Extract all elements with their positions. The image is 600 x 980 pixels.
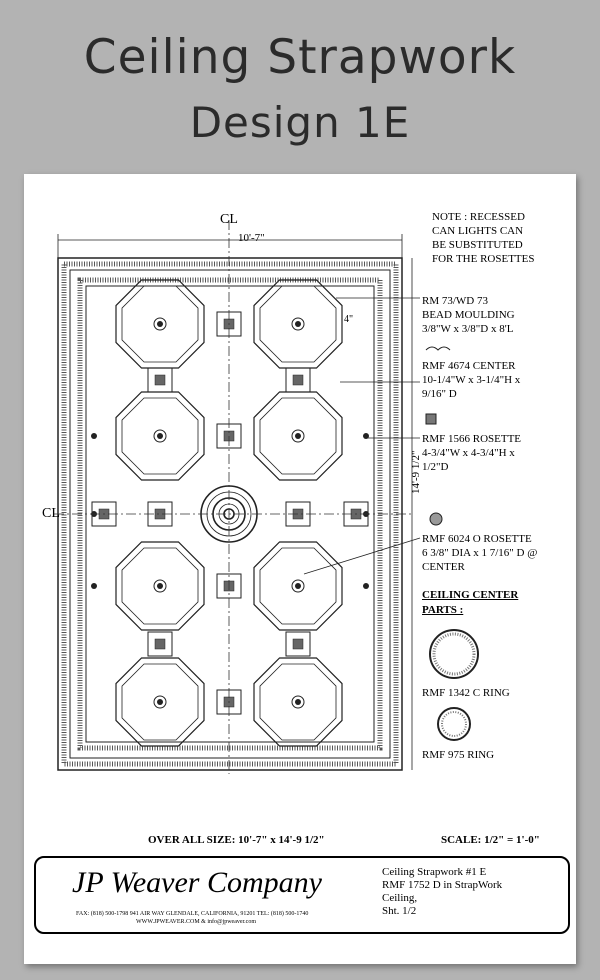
rosette-1566 (293, 375, 303, 385)
note-line: BE SUBSTITUTED (432, 239, 523, 251)
rosette-1566 (155, 639, 165, 649)
callout-line: 4-3/4"W x 4-3/4"H x (422, 447, 515, 459)
sheet-info-line: RMF 1752 D in StrapWork (382, 879, 503, 891)
rosette-center (295, 583, 301, 589)
ceiling-center-subtitle: PARTS : (422, 604, 464, 616)
c-ring-icon (430, 630, 478, 678)
width-dimension: 10'-7" (238, 232, 265, 244)
centerline-mark-top: CL (220, 212, 238, 227)
note-line: NOTE : RECESSED (432, 211, 525, 223)
offset-dimension: 4" (344, 314, 354, 325)
note-line: FOR THE ROSETTES (432, 253, 535, 265)
web-line: WWW.JPWEAVER.COM & info@jpweaver.com (136, 919, 257, 925)
height-dimension: 14'-9 1/2" (410, 450, 422, 494)
c-ring-texture (434, 634, 474, 674)
callout-line: RMF 1566 ROSETTE (422, 433, 522, 445)
sheet-info-line: Ceiling Strapwork #1 E (382, 866, 487, 878)
part-ring-label: RMF 975 RING (422, 749, 495, 761)
note-line: CAN LIGHTS CAN (432, 225, 524, 237)
ceiling-center-title: CEILING CENTER (422, 589, 519, 601)
callout-line: 9/16" D (422, 388, 457, 400)
rosette-6024-icon (430, 513, 442, 525)
company-address (76, 910, 308, 926)
recessed-light-note (432, 210, 534, 266)
side-rosette (363, 583, 369, 589)
callout-line: RM 73/WD 73 (422, 295, 488, 307)
sheet-info-line: Ceiling, (382, 892, 418, 904)
sheet-info (382, 866, 502, 918)
overall-size: OVER ALL SIZE: 10'-7" x 14'-9 1/2" (148, 834, 325, 846)
drawing-sheet (24, 174, 576, 964)
centerline-mark-left: CL (42, 506, 60, 521)
ring-975-texture (442, 712, 466, 736)
rosette-center (295, 433, 301, 439)
rosette-center (157, 433, 163, 439)
rosette-center (295, 321, 301, 327)
callout-rosette-1566 (422, 432, 521, 474)
callout-bead-moulding (422, 294, 515, 336)
callout-line: BEAD MOULDING (422, 309, 515, 321)
center-piece-icon (426, 347, 450, 350)
page-title: Ceiling Strapwork (83, 30, 517, 85)
side-rosette (91, 583, 97, 589)
rosette-center (157, 321, 163, 327)
sheet-info-line: Sht. 1/2 (382, 905, 417, 917)
callout-line: 1/2"D (422, 461, 449, 473)
rosette-1566-icon (426, 414, 436, 424)
rosette-center (157, 699, 163, 705)
callout-line: 10-1/4"W x 3-1/4"H x (422, 374, 521, 386)
callout-line: 3/8"W x 3/8"D x 8'L (422, 323, 514, 335)
callout-line: CENTER (422, 561, 465, 573)
company-logo: JP Weaver Company (72, 866, 322, 899)
callout-rosette-6024 (422, 532, 537, 574)
address-line: FAX: (818) 500-1798 941 AIR WAY GLENDALE, CALIFORNIA, 91201 TEL: (818) 500-1740 (76, 911, 309, 917)
rosette-center (295, 699, 301, 705)
callout-center (422, 359, 520, 401)
callout-line: RMF 4674 CENTER (422, 360, 516, 372)
callout-line: RMF 6024 O ROSETTE (422, 533, 532, 545)
side-rosette (91, 433, 97, 439)
callout-line: 6 3/8" DIA x 1 7/16" D @ (422, 547, 538, 559)
rosette-1566 (155, 375, 165, 385)
scale: SCALE: 1/2" = 1'-0" (441, 834, 540, 846)
page-subtitle: Design 1E (189, 98, 411, 147)
part-c-ring-label: RMF 1342 C RING (422, 687, 510, 699)
rosette-1566 (293, 639, 303, 649)
ceiling-center-parts-heading (422, 588, 518, 618)
rosette-center (157, 583, 163, 589)
title-block (34, 856, 570, 934)
